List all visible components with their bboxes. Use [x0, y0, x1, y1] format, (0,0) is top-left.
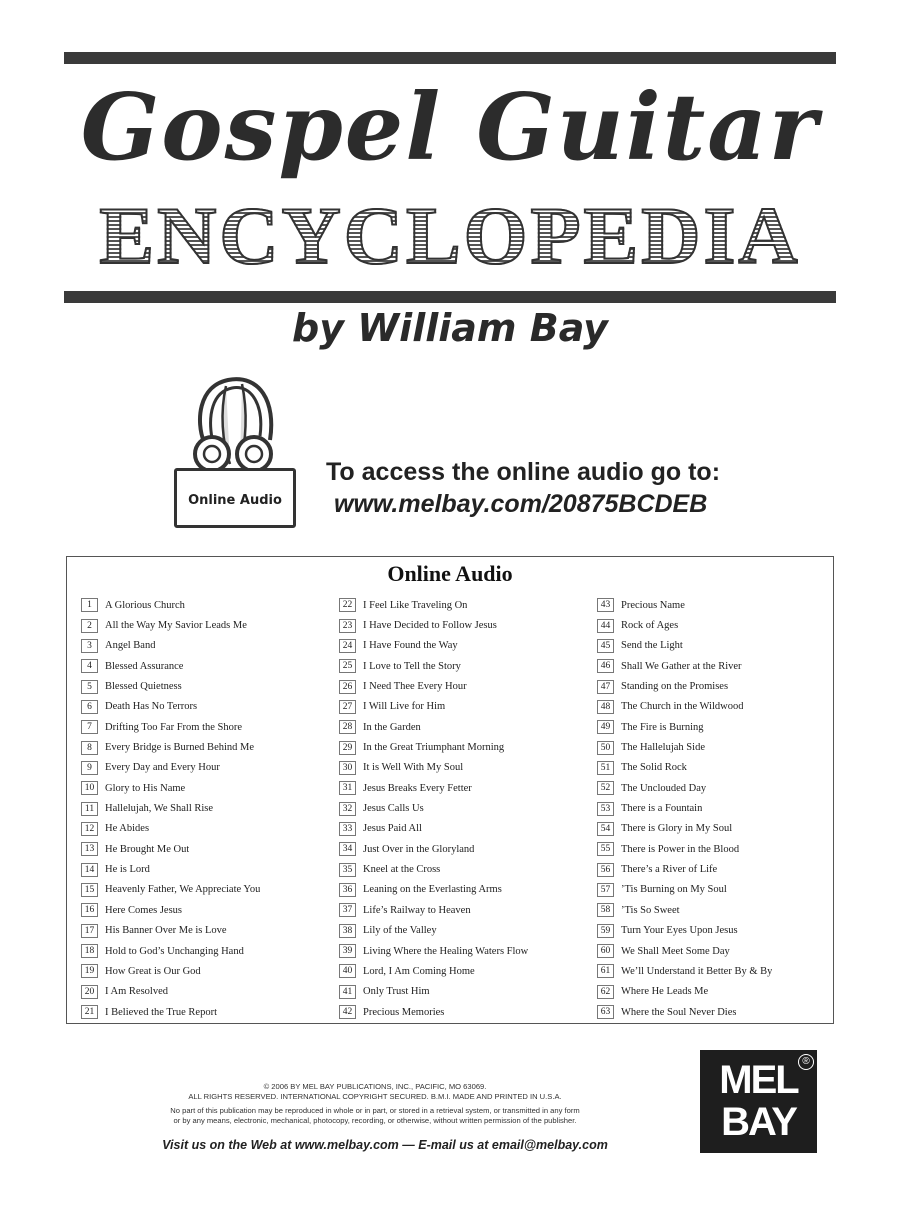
track-title: All the Way My Savior Leads Me	[105, 620, 247, 632]
track-item[interactable]	[597, 982, 847, 1002]
track-item[interactable]	[597, 859, 847, 879]
track-number: 49	[597, 720, 614, 734]
book-title-script: Gospel Guitar	[80, 73, 820, 181]
track-title: Kneel at the Cross	[363, 864, 441, 876]
track-number: 21	[81, 1005, 98, 1019]
track-title: It is Well With My Soul	[363, 762, 464, 774]
track-item[interactable]	[597, 737, 847, 757]
online-audio-box	[174, 468, 296, 528]
track-title: Only Trust Him	[363, 986, 430, 998]
track-title: Living Where the Healing Waters Flow	[363, 945, 529, 957]
track-number: 47	[597, 680, 614, 694]
track-item[interactable]	[597, 697, 847, 717]
track-number: 40	[339, 964, 356, 978]
track-number: 12	[81, 822, 98, 836]
track-title: Blessed Assurance	[105, 660, 184, 672]
track-number: 30	[339, 761, 356, 775]
track-item[interactable]	[339, 961, 589, 981]
track-item[interactable]	[81, 798, 331, 818]
track-title: Death Has No Terrors	[105, 701, 198, 713]
track-number: 3	[81, 639, 98, 653]
track-item[interactable]	[339, 798, 589, 818]
track-title: Standing on the Promises	[621, 681, 729, 693]
track-item[interactable]	[81, 615, 331, 635]
track-title: In the Great Triumphant Morning	[363, 742, 505, 754]
track-title: I Am Resolved	[105, 986, 168, 998]
track-item[interactable]	[81, 717, 331, 737]
track-title: Jesus Paid All	[363, 823, 422, 835]
reproduction-notice-2: or by any means, electronic, mechanical, photocopy, recording, or otherwise, without written permission of the publisher.	[173, 1116, 577, 1125]
track-item[interactable]	[81, 1002, 331, 1022]
track-item[interactable]	[597, 921, 847, 941]
track-item[interactable]	[81, 921, 331, 941]
track-item[interactable]	[597, 941, 847, 961]
track-list-panel	[66, 556, 834, 1024]
track-item[interactable]	[81, 778, 331, 798]
track-title: His Banner Over Me is Love	[105, 925, 227, 937]
track-item[interactable]	[339, 880, 589, 900]
track-number: 24	[339, 639, 356, 653]
track-title: Every Bridge is Burned Behind Me	[105, 742, 255, 754]
track-title: Turn Your Eyes Upon Jesus	[621, 925, 738, 937]
track-item[interactable]	[597, 900, 847, 920]
reproduction-notice-1: No part of this publication may be reproduced in whole or in part, or stored in a retrieval system, or transmitted in any form	[170, 1106, 580, 1115]
track-title: We Shall Meet Some Day	[621, 945, 730, 957]
track-title: Jesus Calls Us	[363, 803, 424, 815]
online-audio-badge	[174, 372, 296, 528]
track-number: 35	[339, 863, 356, 877]
track-item[interactable]	[339, 615, 589, 635]
track-number: 54	[597, 822, 614, 836]
track-item[interactable]	[597, 595, 847, 615]
track-column-1	[81, 595, 331, 1022]
track-number: 59	[597, 924, 614, 938]
track-item[interactable]	[339, 778, 589, 798]
track-number: 8	[81, 741, 98, 755]
track-title: Heavenly Father, We Appreciate You	[105, 884, 261, 896]
track-number: 55	[597, 842, 614, 856]
track-number: 39	[339, 944, 356, 958]
track-item[interactable]	[81, 676, 331, 696]
track-number: 42	[339, 1005, 356, 1019]
track-item[interactable]	[81, 961, 331, 981]
track-number: 15	[81, 883, 98, 897]
track-number: 9	[81, 761, 98, 775]
track-number: 29	[339, 741, 356, 755]
track-item[interactable]	[339, 676, 589, 696]
track-item[interactable]	[597, 819, 847, 839]
track-title: I Have Decided to Follow Jesus	[363, 620, 497, 632]
track-title: Precious Memories	[363, 1006, 445, 1018]
track-title: We’ll Understand it Better By & By	[621, 965, 773, 977]
track-title: The Unclouded Day	[621, 782, 707, 794]
track-item[interactable]	[81, 656, 331, 676]
track-number: 10	[81, 781, 98, 795]
track-title: Precious Name	[621, 599, 685, 611]
track-number: 46	[597, 659, 614, 673]
track-item[interactable]	[339, 900, 589, 920]
author-line: by William Bay	[292, 306, 608, 350]
track-item[interactable]	[339, 737, 589, 757]
track-item[interactable]	[81, 859, 331, 879]
online-audio-label: Online Audio	[188, 493, 282, 508]
track-number: 25	[339, 659, 356, 673]
track-number: 16	[81, 903, 98, 917]
track-item[interactable]	[597, 676, 847, 696]
track-title: A Glorious Church	[105, 599, 185, 611]
track-item[interactable]	[81, 982, 331, 1002]
track-item[interactable]	[81, 636, 331, 656]
track-item[interactable]	[81, 819, 331, 839]
track-title: He Brought Me Out	[105, 843, 190, 855]
track-number: 63	[597, 1005, 614, 1019]
track-number: 51	[597, 761, 614, 775]
track-title: There is Power in the Blood	[621, 843, 740, 855]
track-number: 32	[339, 802, 356, 816]
rights-line: ALL RIGHTS RESERVED. INTERNATIONAL COPYRIGHT SECURED. B.M.I. MADE AND PRINTED IN U.S.A.	[188, 1092, 562, 1101]
track-number: 48	[597, 700, 614, 714]
header-rule-bottom	[64, 291, 836, 303]
track-number: 7	[81, 720, 98, 734]
track-column-3	[597, 595, 847, 1022]
track-title: I Need Thee Every Hour	[363, 681, 467, 693]
track-number: 61	[597, 964, 614, 978]
track-item[interactable]	[597, 778, 847, 798]
track-number: 33	[339, 822, 356, 836]
track-title: The Solid Rock	[621, 762, 687, 774]
track-number: 1	[81, 598, 98, 612]
track-number: 62	[597, 985, 614, 999]
track-number: 18	[81, 944, 98, 958]
registered-mark-icon: ®	[798, 1054, 814, 1070]
track-title: Here Comes Jesus	[105, 904, 182, 916]
track-item[interactable]	[339, 595, 589, 615]
track-number: 19	[81, 964, 98, 978]
track-title: There is a Fountain	[621, 803, 703, 815]
track-title: Lily of the Valley	[363, 925, 437, 937]
track-title: Shall We Gather at the River	[621, 660, 742, 672]
track-number: 45	[597, 639, 614, 653]
logo-text-bay: BAY	[721, 1100, 796, 1144]
track-title: Drifting Too Far From the Shore	[105, 721, 243, 733]
track-number: 28	[339, 720, 356, 734]
track-number: 57	[597, 883, 614, 897]
track-number: 41	[339, 985, 356, 999]
track-item[interactable]	[339, 941, 589, 961]
track-title: He is Lord	[105, 864, 150, 876]
track-number: 53	[597, 802, 614, 816]
copyright-line: © 2006 BY MEL BAY PUBLICATIONS, INC., PACIFIC, MO 63069.	[263, 1082, 487, 1091]
track-title: I Will Live for Him	[363, 701, 446, 713]
track-title: Leaning on the Everlasting Arms	[363, 884, 502, 896]
track-title: Where the Soul Never Dies	[621, 1006, 737, 1018]
track-number: 43	[597, 598, 614, 612]
track-number: 23	[339, 619, 356, 633]
track-number: 31	[339, 781, 356, 795]
track-item[interactable]	[339, 758, 589, 778]
track-title: Blessed Quietness	[105, 681, 182, 693]
track-item[interactable]	[81, 737, 331, 757]
track-title: Glory to His Name	[105, 782, 186, 794]
track-item[interactable]	[597, 717, 847, 737]
track-number: 52	[597, 781, 614, 795]
website-contact-line: Visit us on the Web at www.melbay.com — E-mail us at email@melbay.com	[162, 1138, 608, 1152]
track-title: How Great is Our God	[105, 965, 201, 977]
track-item[interactable]	[339, 982, 589, 1002]
track-item[interactable]	[597, 615, 847, 635]
track-number: 26	[339, 680, 356, 694]
track-item[interactable]	[597, 1002, 847, 1022]
track-number: 44	[597, 619, 614, 633]
track-item[interactable]	[81, 880, 331, 900]
track-number: 38	[339, 924, 356, 938]
track-number: 22	[339, 598, 356, 612]
audio-url-link[interactable]: www.melbay.com/20875BCDEB	[334, 490, 708, 518]
logo-text-mel: MEL	[719, 1058, 798, 1102]
track-column-2	[339, 595, 589, 1022]
access-instructions: To access the online audio go to:	[326, 458, 721, 486]
track-number: 58	[597, 903, 614, 917]
track-title: Where He Leads Me	[621, 986, 709, 998]
track-number: 56	[597, 863, 614, 877]
track-title: Hold to God’s Unchanging Hand	[105, 945, 244, 957]
track-title: ’Tis So Sweet	[621, 904, 680, 916]
track-title: The Hallelujah Side	[621, 742, 705, 754]
track-item[interactable]	[597, 798, 847, 818]
track-item[interactable]	[597, 880, 847, 900]
track-number: 36	[339, 883, 356, 897]
book-title-main: ENCYCLOPEDIA	[64, 190, 836, 282]
track-title: Life’s Railway to Heaven	[363, 904, 471, 916]
track-item[interactable]	[339, 697, 589, 717]
track-item[interactable]	[339, 921, 589, 941]
track-title: Jesus Breaks Every Fetter	[363, 782, 472, 794]
track-number: 34	[339, 842, 356, 856]
track-title: There’s a River of Life	[621, 864, 718, 876]
track-item[interactable]	[339, 839, 589, 859]
track-title: Just Over in the Gloryland	[363, 843, 475, 855]
track-title: I Love to Tell the Story	[363, 660, 461, 672]
track-number: 37	[339, 903, 356, 917]
track-number: 27	[339, 700, 356, 714]
track-number: 50	[597, 741, 614, 755]
track-title: There is Glory in My Soul	[621, 823, 733, 835]
track-title: He Abides	[105, 823, 150, 835]
track-item[interactable]	[339, 1002, 589, 1022]
track-item[interactable]	[81, 900, 331, 920]
track-item[interactable]	[597, 961, 847, 981]
track-list-title: Online Audio	[387, 561, 513, 586]
track-item[interactable]	[339, 859, 589, 879]
track-item[interactable]	[339, 656, 589, 676]
track-item[interactable]	[81, 697, 331, 717]
track-title: I Believed the True Report	[105, 1006, 217, 1018]
track-item[interactable]	[81, 758, 331, 778]
track-number: 5	[81, 680, 98, 694]
track-title: The Church in the Wildwood	[621, 701, 744, 713]
track-number: 60	[597, 944, 614, 958]
track-item[interactable]	[597, 839, 847, 859]
track-title: Every Day and Every Hour	[105, 762, 220, 774]
track-title: ’Tis Burning on My Soul	[621, 884, 727, 896]
track-number: 17	[81, 924, 98, 938]
track-title: Send the Light	[621, 640, 683, 652]
track-item[interactable]	[81, 595, 331, 615]
track-number: 4	[81, 659, 98, 673]
track-title: In the Garden	[363, 721, 421, 733]
track-item[interactable]	[339, 819, 589, 839]
track-number: 6	[81, 700, 98, 714]
track-title: Angel Band	[105, 640, 156, 652]
track-title: Hallelujah, We Shall Rise	[105, 803, 214, 815]
track-number: 13	[81, 842, 98, 856]
track-item[interactable]	[339, 636, 589, 656]
track-title: The Fire is Burning	[621, 721, 704, 733]
track-item[interactable]	[339, 717, 589, 737]
header-rule-top	[64, 52, 836, 64]
track-item[interactable]	[597, 758, 847, 778]
track-title: I Feel Like Traveling On	[363, 599, 468, 611]
track-number: 20	[81, 985, 98, 999]
track-item[interactable]	[81, 941, 331, 961]
track-title: I Have Found the Way	[363, 640, 458, 652]
track-item[interactable]	[597, 656, 847, 676]
track-number: 14	[81, 863, 98, 877]
track-number: 2	[81, 619, 98, 633]
track-title: Lord, I Am Coming Home	[363, 965, 475, 977]
track-number: 11	[81, 802, 98, 816]
track-item[interactable]	[81, 839, 331, 859]
track-title: Rock of Ages	[621, 620, 679, 632]
track-item[interactable]	[597, 636, 847, 656]
